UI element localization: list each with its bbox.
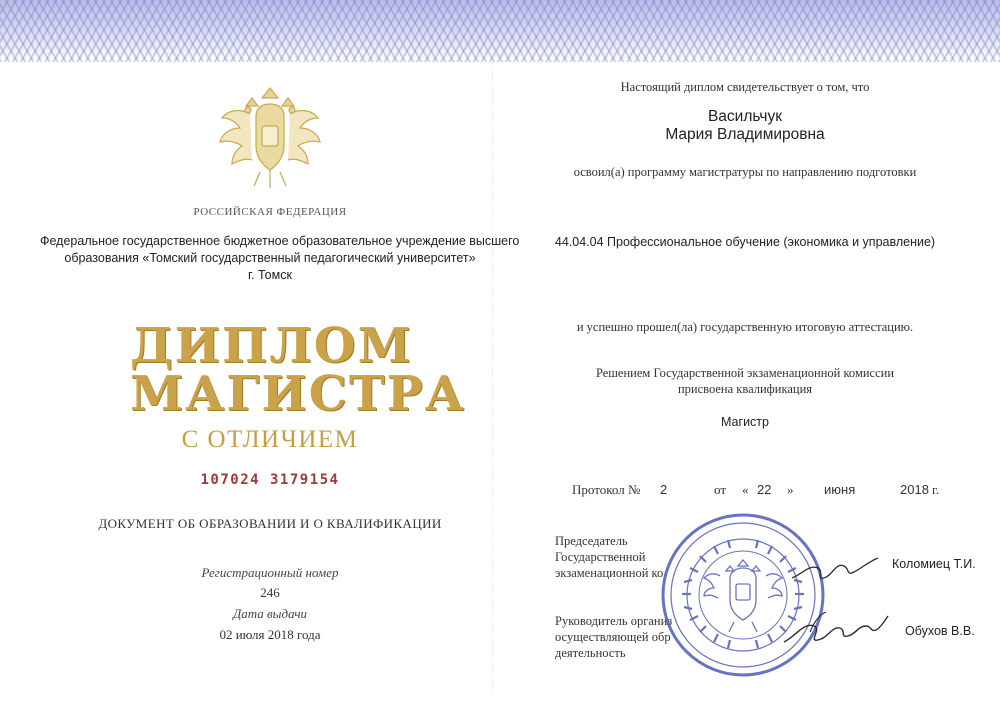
decision-line-2: присвоена квалификация [677,382,813,396]
serial-number: 107024 3179154 [200,472,340,488]
registration-label: Регистрационный номер [201,565,339,580]
head-signature-icon [780,604,890,654]
chair-signature-icon [790,548,880,588]
institution-line-2: образования «Томский государственный педагогический университет» [64,251,476,265]
issue-date-label: Дата выдачи [232,606,308,621]
attestation-text: и успешно прошел(ла) государственную итоговую аттестацию. [576,320,914,334]
registration-number: 246 [260,585,280,600]
protocol-year: 2018 [900,482,929,497]
head-title-line-3: деятельность [555,646,626,660]
chair-title-line-1: Председатель [555,534,628,548]
institution-city: г. Томск [248,268,292,282]
institution-line-1: Федеральное государственное бюджетное образовательное учреждение высшего [40,234,520,248]
protocol-month: июня [824,482,856,497]
protocol-from: от [714,482,727,497]
protocol-quote-open: « [742,482,749,497]
protocol-quote-close: » [787,482,794,497]
certifies-text: Настоящий диплом свидетельствует о том, что [620,80,870,94]
emblem-icon [200,80,340,200]
qualification: Магистр [721,415,769,429]
chair-title-line-3: экзаменационной ко [555,566,664,580]
guilloche-border [0,0,1000,62]
honors-label: С ОТЛИЧИЕМ [181,426,359,453]
protocol-number: 2 [660,482,668,497]
head-title-line-2: осуществляющей обр [555,630,671,644]
country-label: РОССИЙСКАЯ ФЕДЕРАЦИЯ [193,206,347,218]
graduate-given-names: Мария Владимировна [665,126,825,143]
diploma-title-line-1: ДИПЛОМ [130,318,413,374]
diploma-title-line-2: МАГИСТРА [130,366,466,422]
graduate-surname: Васильчук [707,108,783,125]
head-name: Обухов В.В. [905,624,975,638]
head-title-line-1: Руководитель организ [555,614,673,628]
decision-line-1: Решением Государственной экзаменационной комиссии [595,366,895,380]
protocol-label: Протокол № [572,482,641,497]
document-type: ДОКУМЕНТ ОБ ОБРАЗОВАНИИ И О КВАЛИФИКАЦИИ [98,516,442,531]
program-name: 44.04.04 Профессиональное обучение (экономика и управление) [554,235,936,249]
mastered-text: освоил(а) программу магистратуры по направлению подготовки [573,165,917,179]
chair-title-line-2: Государственной [555,550,646,564]
protocol-year-suffix: г. [932,482,940,497]
protocol-day: 22 [757,482,772,497]
issue-date: 02 июля 2018 года [219,627,321,642]
chair-name: Коломиец Т.И. [892,557,976,571]
